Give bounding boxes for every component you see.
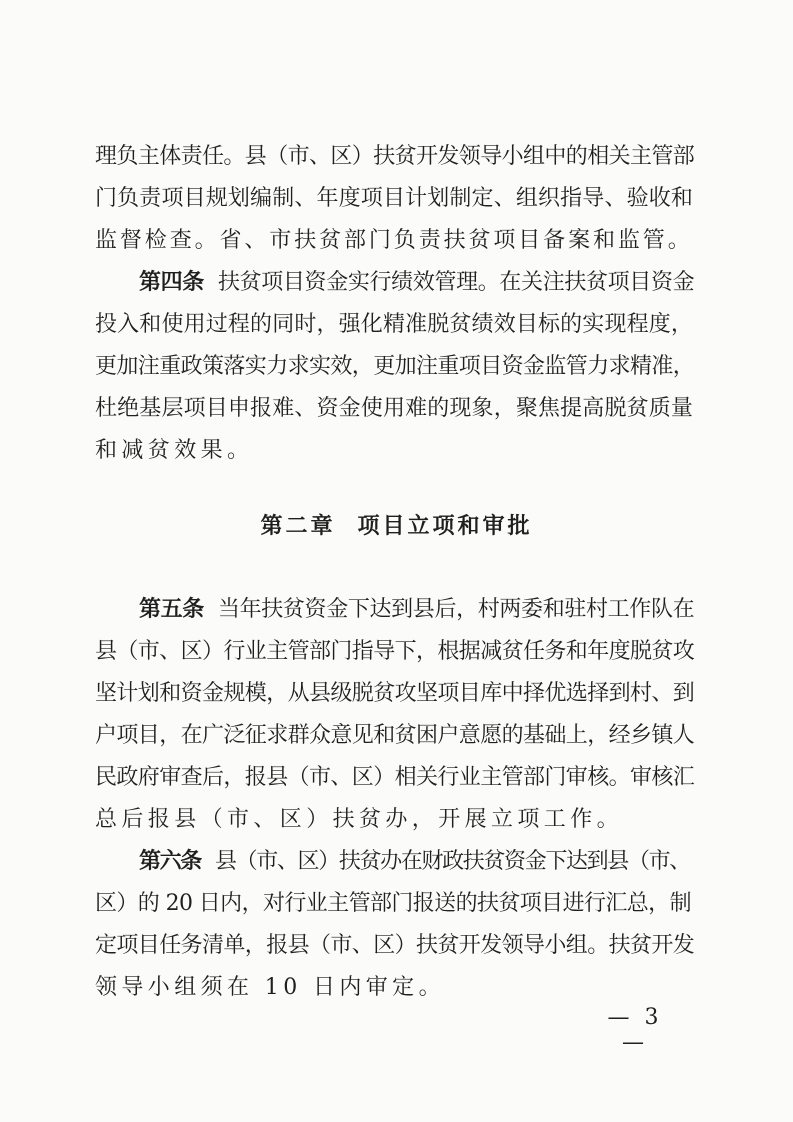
- paragraph-line: 杜绝基层项目申报难、资金使用难的现象，聚焦提高脱贫质量: [95, 396, 694, 421]
- paragraph-line: 县（市、区）行业主管部门指导下，根据减贫任务和年度脱贫攻: [95, 639, 695, 664]
- article-text: 当年扶贫资金下达到县后，村两委和驻村工作队在: [217, 597, 695, 622]
- paragraph-line: 区）的 20 日内，对行业主管部门报送的扶贫项目进行汇总，制: [95, 891, 691, 916]
- paragraph-line: 更加注重政策落实力求实效，更加注重项目资金监管力求精准，: [95, 354, 695, 379]
- paragraph-line: 定项目任务清单，报县（市、区）扶贫开发领导小组。扶贫开发: [95, 933, 695, 958]
- paragraph-line: 门负责项目规划编制、年度项目计划制定、组织指导、验收和: [95, 186, 694, 211]
- paragraph-line: 监督检查。省、市扶贫部门负责扶贫项目备案和监管。: [95, 228, 693, 253]
- paragraph-line: 总后报县（市、区）扶贫办，开展立项工作。: [95, 807, 624, 832]
- paragraph-line: 领导小组须在 10 日内审定。: [95, 975, 445, 1000]
- page-number: — 3 —: [607, 1005, 663, 1055]
- paragraph-line: 投入和使用过程的同时，强化精准脱贫绩效目标的实现程度，: [95, 312, 694, 337]
- paragraph-line: 民政府审查后，报县（市、区）相关行业主管部门审核。审核汇: [95, 765, 695, 790]
- article-text: 县（市、区）扶贫办在财政扶贫资金下达到县（市、: [214, 849, 690, 874]
- chapter-number: 第二章: [260, 514, 336, 539]
- paragraph-line: 和减贫效果。: [95, 438, 254, 463]
- article-label: 第六条: [139, 849, 201, 874]
- paragraph-line: 坚计划和资金规模，从县级脱贫攻坚项目库中择优选择到村、到: [95, 681, 695, 706]
- chapter-heading: [0, 507, 793, 547]
- article-label: 第四条: [139, 270, 204, 295]
- chapter-title: 项目立项和审批: [357, 514, 533, 539]
- article-label: 第五条: [139, 597, 204, 622]
- paragraph-line: 户项目，在广泛征求群众意见和贫困户意愿的基础上，经乡镇人: [95, 723, 695, 748]
- paragraph-line: 理负主体责任。县（市、区）扶贫开发领导小组中的相关主管部: [95, 144, 695, 169]
- article-text: 扶贫项目资金实行绩效管理。在关注扶贫项目资金: [217, 270, 695, 295]
